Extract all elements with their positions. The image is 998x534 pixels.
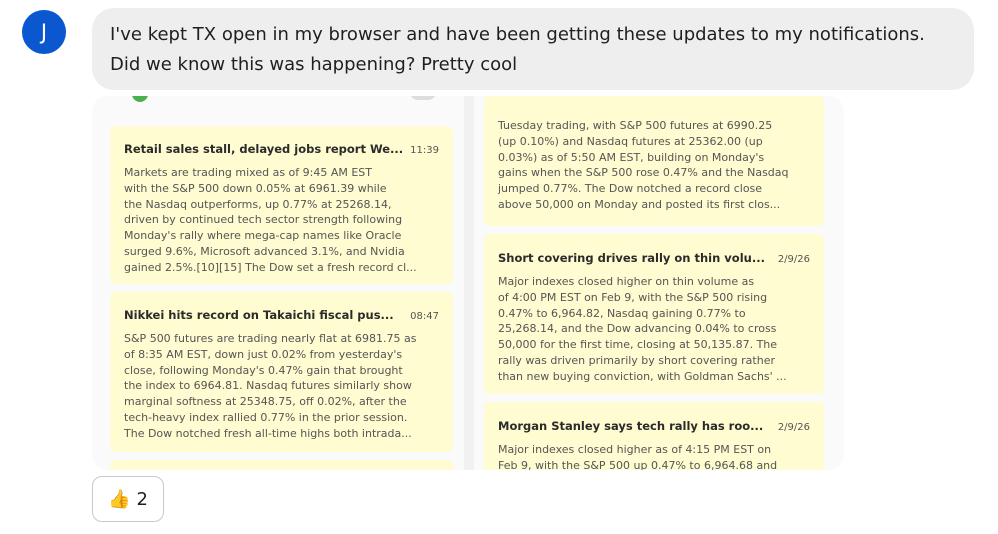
notification-card[interactable] (110, 460, 453, 470)
notification-body: Markets are trading mixed as of 9:45 AM EST with the S&P 500 down 0.05% at 6961.39 while the Nasdaq outperforms, up 0.77% at 25268.14, driven by continued tech sector strength following Monday's rally where mega-cap names like Oracle surged 9.6%, Microsoft advanced 3.1%, and Nvidia gained 2.5%.[10][15] The Dow set a fresh record cl... (124, 166, 417, 274)
dismiss-icon (410, 96, 436, 100)
notification-card[interactable] (484, 234, 824, 394)
thumbs-up-icon: 👍 (108, 488, 131, 510)
message-line: Did we know this was happening? Pretty cool (110, 54, 518, 75)
notification-body: Major indexes closed higher as of 4:15 PM EST on Feb 9, with the S&P 500 up 0.47% to 6,964.68 and (498, 443, 778, 470)
notification-title: Nikkei hits record on Takaichi fiscal pus... (124, 308, 394, 322)
notification-column-right (474, 96, 844, 470)
notification-time: 11:39 (410, 145, 439, 156)
notification-body: Major indexes closed higher on thin volume as of 4:00 PM EST on Feb 9, with the S&P 500 rising 0.47% to 6,964.82, Nasdaq gaining 0.77% to 25,268.14, and the Dow advancing 0.04% to cross 50,000 for the first time, closing at 50,135.87. The rally was driven primarily by short covering rather than new buying conviction, with Goldman Sachs' ... (498, 275, 787, 383)
notification-card[interactable] (484, 96, 824, 226)
notification-time: 08:47 (410, 311, 439, 322)
attached-screenshot[interactable] (92, 96, 844, 470)
notification-time: 2/9/26 (777, 254, 810, 265)
notification-card[interactable] (110, 292, 453, 452)
reaction-chip[interactable] (92, 476, 164, 522)
app-icon (132, 96, 148, 102)
notification-body: Tuesday trading, with S&P 500 futures at 6990.25 (up 0.10%) and Nasdaq futures at 25362.00 (up 0.03%) as of 5:50 AM EST, building on Monday's gains when the S&P 500 rose 0.47% and the Nasdaq jumped 0.77%. The Dow notched a record close above 50,000 on Monday and posted its first clos... (498, 119, 789, 211)
notification-body: S&P 500 futures are trading nearly flat at 6981.75 as of 8:35 AM EST, down just 0.02% from yesterday's close, following Monday's 0.47% gain that brought the index to 6964.81. Nasdaq futures similarly show marginal softness at 25348.75, off 0.02%, after the tech-heavy index rallied 0.77% in the prior session. The Dow notched fresh all-time highs both intrada... (124, 332, 417, 440)
notification-card[interactable] (110, 126, 453, 284)
notification-card[interactable] (484, 402, 824, 470)
notification-title: Retail sales stall, delayed jobs report We... (124, 142, 404, 156)
message-line: I've kept TX open in my browser and have been getting these updates to my notifications. (110, 24, 925, 45)
message-bubble (92, 8, 974, 90)
reaction-count: 2 (136, 488, 148, 510)
user-avatar[interactable]: J (22, 10, 66, 54)
notification-title: Morgan Stanley says tech rally has roo... (498, 419, 764, 433)
notification-column-left (92, 96, 464, 470)
notification-time: 2/9/26 (777, 422, 810, 433)
notification-title: Short covering drives rally on thin volu... (498, 251, 765, 265)
